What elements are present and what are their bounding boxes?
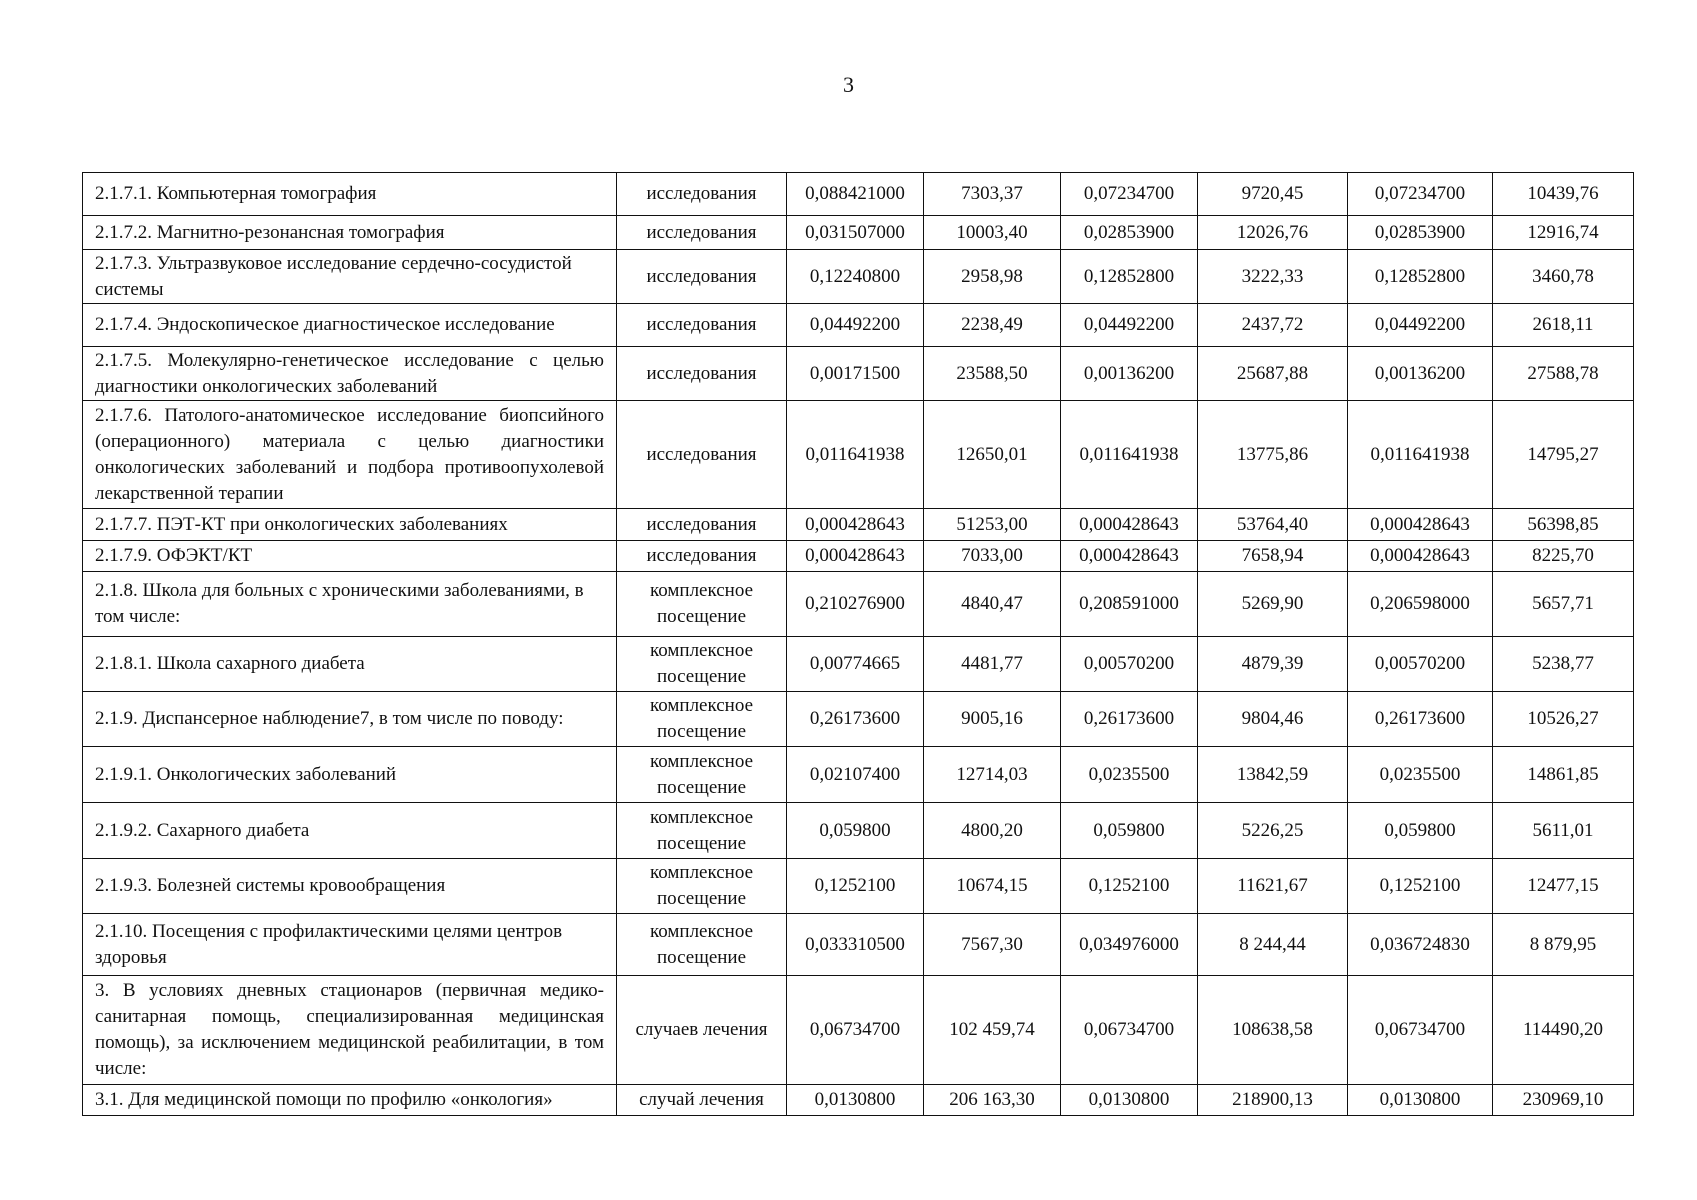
row-value: 0,1252100 xyxy=(1348,859,1493,914)
row-value: 0,00570200 xyxy=(1061,637,1198,692)
row-value: 0,26173600 xyxy=(787,692,924,747)
row-value: 5269,90 xyxy=(1198,572,1348,637)
row-value: 0,000428643 xyxy=(787,509,924,541)
row-value: 0,1252100 xyxy=(1061,859,1198,914)
row-value: 13775,86 xyxy=(1198,401,1348,509)
row-value: 4840,47 xyxy=(924,572,1061,637)
row-value: 25687,88 xyxy=(1198,347,1348,401)
row-name: 2.1.9.3. Болезней системы кровообращения xyxy=(83,859,617,914)
row-value: 3222,33 xyxy=(1198,250,1348,304)
row-value: 56398,85 xyxy=(1493,509,1634,541)
row-value: 2238,49 xyxy=(924,304,1061,347)
row-value: 13842,59 xyxy=(1198,747,1348,803)
row-value: 14861,85 xyxy=(1493,747,1634,803)
row-value: 0,000428643 xyxy=(1348,509,1493,541)
table-row xyxy=(83,509,1634,541)
row-value: 0,000428643 xyxy=(787,541,924,572)
table-row xyxy=(83,572,1634,637)
row-name: 3. В условиях дневных стационаров (первичная медико-санитарная помощь, специализированная медицинская помощь), за исключением медицинской реабилитации, в том числе: xyxy=(83,976,617,1085)
row-value: 0,02853900 xyxy=(1348,216,1493,250)
row-value: 0,06734700 xyxy=(1348,976,1493,1085)
row-value: 0,00171500 xyxy=(787,347,924,401)
row-unit: исследования xyxy=(617,304,787,347)
row-value: 12650,01 xyxy=(924,401,1061,509)
row-unit: комплексное посещение xyxy=(617,803,787,859)
row-value: 0,02107400 xyxy=(787,747,924,803)
row-name: 2.1.7.5. Молекулярно-генетическое исследование с целью диагностики онкологических заболеваний xyxy=(83,347,617,401)
row-value: 12714,03 xyxy=(924,747,1061,803)
table-row xyxy=(83,976,1634,1085)
row-value: 2437,72 xyxy=(1198,304,1348,347)
row-value: 0,00570200 xyxy=(1348,637,1493,692)
row-value: 0,26173600 xyxy=(1348,692,1493,747)
row-value: 0,02853900 xyxy=(1061,216,1198,250)
row-unit: комплексное посещение xyxy=(617,914,787,976)
row-value: 0,000428643 xyxy=(1348,541,1493,572)
row-value: 206 163,30 xyxy=(924,1085,1061,1116)
row-value: 0,0235500 xyxy=(1348,747,1493,803)
page-number: 3 xyxy=(843,72,854,97)
row-value: 8225,70 xyxy=(1493,541,1634,572)
row-unit: исследования xyxy=(617,401,787,509)
row-unit: исследования xyxy=(617,509,787,541)
row-name: 2.1.7.6. Патолого-анатомическое исследование биопсийного (операционного) материала с целью диагностики онкологических заболеваний и подбора противоопухолевой лекарственной терапии xyxy=(83,401,617,509)
row-value: 108638,58 xyxy=(1198,976,1348,1085)
row-name: 2.1.7.7. ПЭТ-КТ при онкологических заболеваниях xyxy=(83,509,617,541)
table-row xyxy=(83,914,1634,976)
row-value: 7033,00 xyxy=(924,541,1061,572)
row-value: 0,0130800 xyxy=(1348,1085,1493,1116)
row-value: 11621,67 xyxy=(1198,859,1348,914)
row-value: 10439,76 xyxy=(1493,173,1634,216)
row-value: 0,06734700 xyxy=(1061,976,1198,1085)
row-value: 0,059800 xyxy=(787,803,924,859)
row-value: 0,00136200 xyxy=(1348,347,1493,401)
row-value: 0,000428643 xyxy=(1061,509,1198,541)
row-value: 5238,77 xyxy=(1493,637,1634,692)
row-value: 0,12240800 xyxy=(787,250,924,304)
row-unit: комплексное посещение xyxy=(617,859,787,914)
row-value: 23588,50 xyxy=(924,347,1061,401)
row-value: 5611,01 xyxy=(1493,803,1634,859)
row-value: 218900,13 xyxy=(1198,1085,1348,1116)
table-row xyxy=(83,347,1634,401)
row-value: 0,12852800 xyxy=(1348,250,1493,304)
row-unit: комплексное посещение xyxy=(617,637,787,692)
row-value: 0,1252100 xyxy=(787,859,924,914)
row-value: 0,011641938 xyxy=(1348,401,1493,509)
row-name: 2.1.7.2. Магнитно-резонансная томография xyxy=(83,216,617,250)
row-value: 8 879,95 xyxy=(1493,914,1634,976)
table-row xyxy=(83,747,1634,803)
row-value: 0,011641938 xyxy=(1061,401,1198,509)
row-value: 0,088421000 xyxy=(787,173,924,216)
row-value: 3460,78 xyxy=(1493,250,1634,304)
row-value: 5226,25 xyxy=(1198,803,1348,859)
row-name: 2.1.7.9. ОФЭКТ/КТ xyxy=(83,541,617,572)
row-value: 0,07234700 xyxy=(1061,173,1198,216)
row-unit: исследования xyxy=(617,173,787,216)
row-value: 102 459,74 xyxy=(924,976,1061,1085)
row-value: 0,00136200 xyxy=(1061,347,1198,401)
row-value: 5657,71 xyxy=(1493,572,1634,637)
row-unit: исследования xyxy=(617,250,787,304)
row-value: 0,00774665 xyxy=(787,637,924,692)
row-value: 10003,40 xyxy=(924,216,1061,250)
row-value: 0,0235500 xyxy=(1061,747,1198,803)
row-value: 27588,78 xyxy=(1493,347,1634,401)
row-name: 2.1.9.1. Онкологических заболеваний xyxy=(83,747,617,803)
row-value: 7658,94 xyxy=(1198,541,1348,572)
table-row xyxy=(83,859,1634,914)
row-value: 0,206598000 xyxy=(1348,572,1493,637)
row-value: 2958,98 xyxy=(924,250,1061,304)
row-value: 0,07234700 xyxy=(1348,173,1493,216)
table-row xyxy=(83,304,1634,347)
row-value: 0,059800 xyxy=(1348,803,1493,859)
row-value: 0,04492200 xyxy=(1348,304,1493,347)
row-name: 3.1. Для медицинской помощи по профилю «онкология» xyxy=(83,1085,617,1116)
row-value: 12916,74 xyxy=(1493,216,1634,250)
row-value: 10674,15 xyxy=(924,859,1061,914)
row-name: 2.1.7.4. Эндоскопическое диагностическое исследование xyxy=(83,304,617,347)
table-row xyxy=(83,250,1634,304)
row-name: 2.1.9. Диспансерное наблюдение7, в том числе по поводу: xyxy=(83,692,617,747)
row-value: 51253,00 xyxy=(924,509,1061,541)
row-name: 2.1.8.1. Школа сахарного диабета xyxy=(83,637,617,692)
row-unit: комплексное посещение xyxy=(617,692,787,747)
table-row xyxy=(83,401,1634,509)
row-value: 9720,45 xyxy=(1198,173,1348,216)
row-value: 0,04492200 xyxy=(787,304,924,347)
row-name: 2.1.7.1. Компьютерная томография xyxy=(83,173,617,216)
row-unit: комплексное посещение xyxy=(617,747,787,803)
row-value: 0,0130800 xyxy=(787,1085,924,1116)
row-name: 2.1.9.2. Сахарного диабета xyxy=(83,803,617,859)
row-value: 4800,20 xyxy=(924,803,1061,859)
row-value: 0,031507000 xyxy=(787,216,924,250)
table-row xyxy=(83,1085,1634,1116)
row-value: 9804,46 xyxy=(1198,692,1348,747)
row-value: 10526,27 xyxy=(1493,692,1634,747)
row-value: 0,033310500 xyxy=(787,914,924,976)
table-row xyxy=(83,637,1634,692)
row-value: 0,011641938 xyxy=(787,401,924,509)
row-name: 2.1.10. Посещения с профилактическими целями центров здоровья xyxy=(83,914,617,976)
row-value: 53764,40 xyxy=(1198,509,1348,541)
row-value: 0,26173600 xyxy=(1061,692,1198,747)
row-unit: исследования xyxy=(617,216,787,250)
table-row xyxy=(83,173,1634,216)
row-value: 4481,77 xyxy=(924,637,1061,692)
row-value: 0,034976000 xyxy=(1061,914,1198,976)
table-row xyxy=(83,541,1634,572)
row-value: 12026,76 xyxy=(1198,216,1348,250)
row-value: 0,12852800 xyxy=(1061,250,1198,304)
row-value: 114490,20 xyxy=(1493,976,1634,1085)
row-value: 9005,16 xyxy=(924,692,1061,747)
row-value: 0,0130800 xyxy=(1061,1085,1198,1116)
row-unit: случаев лечения xyxy=(617,976,787,1085)
table-row xyxy=(83,692,1634,747)
row-value: 0,06734700 xyxy=(787,976,924,1085)
row-value: 8 244,44 xyxy=(1198,914,1348,976)
table-row xyxy=(83,216,1634,250)
row-unit: исследования xyxy=(617,347,787,401)
row-value: 0,04492200 xyxy=(1061,304,1198,347)
row-name: 2.1.8. Школа для больных с хроническими заболеваниями, в том числе: xyxy=(83,572,617,637)
row-value: 7303,37 xyxy=(924,173,1061,216)
row-value: 0,059800 xyxy=(1061,803,1198,859)
row-unit: случай лечения xyxy=(617,1085,787,1116)
row-value: 7567,30 xyxy=(924,914,1061,976)
row-value: 0,210276900 xyxy=(787,572,924,637)
row-value: 12477,15 xyxy=(1493,859,1634,914)
table-row xyxy=(83,803,1634,859)
row-unit: исследования xyxy=(617,541,787,572)
row-value: 230969,10 xyxy=(1493,1085,1634,1116)
row-value: 0,036724830 xyxy=(1348,914,1493,976)
row-name: 2.1.7.3. Ультразвуковое исследование сердечно-сосудистой системы xyxy=(83,250,617,304)
row-value: 2618,11 xyxy=(1493,304,1634,347)
row-value: 14795,27 xyxy=(1493,401,1634,509)
tariff-table xyxy=(82,172,1634,1116)
row-value: 0,208591000 xyxy=(1061,572,1198,637)
row-unit: комплексное посещение xyxy=(617,572,787,637)
row-value: 0,000428643 xyxy=(1061,541,1198,572)
row-value: 4879,39 xyxy=(1198,637,1348,692)
